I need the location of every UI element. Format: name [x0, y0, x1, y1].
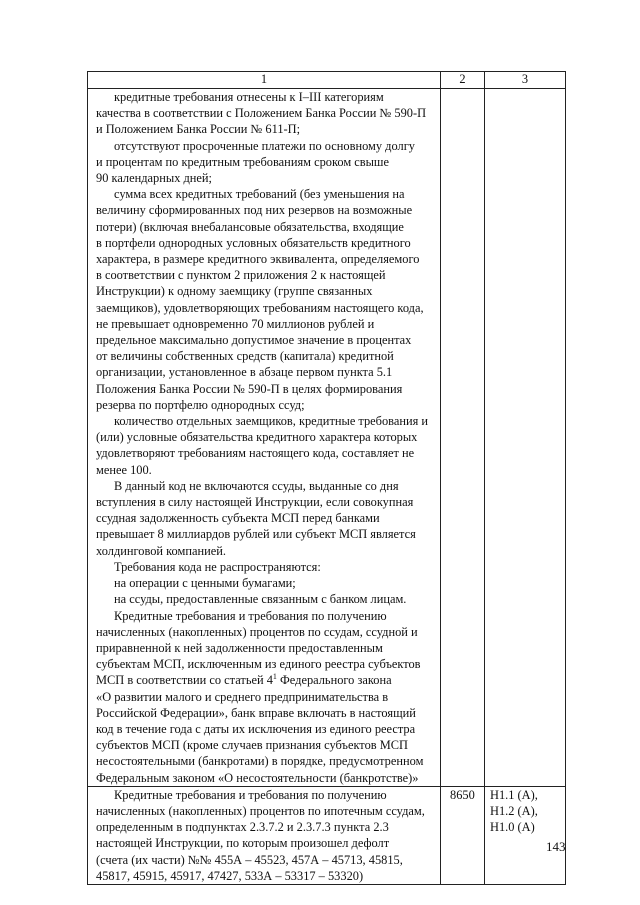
text-line [96, 868, 436, 884]
codes-table [87, 71, 566, 885]
text-line [96, 429, 436, 445]
text-line-content: В данный код не включаются ссуды, выданные со дня [114, 478, 399, 493]
text-line-content: ссудная задолженность субъекта МСП перед банками [96, 511, 380, 526]
text-line-content: Федерального закона [276, 673, 392, 688]
text-line [96, 526, 436, 542]
row2-category-cell [485, 786, 566, 884]
text-line [96, 835, 436, 851]
text-line-content: начисленных (накопленных) процентов по ипотечным ссудам, [96, 803, 425, 818]
text-line-content: 45817, 45915, 45917, 47427, 533А – 53317 – 53320) [96, 868, 364, 883]
text-line [96, 510, 436, 526]
text-line [96, 803, 436, 819]
text-line [96, 300, 436, 316]
text-line [96, 543, 436, 559]
text-line-content: предельное максимально допустимое значение в процентах [96, 333, 412, 348]
text-line [96, 494, 436, 510]
text-line [96, 316, 436, 332]
text-line-content: Положения Банка России № 590-П в целях формирования [96, 381, 403, 396]
row1-description-cell [88, 89, 441, 787]
text-line [96, 787, 436, 803]
header-col-2: 2 [441, 72, 485, 89]
text-line-content: Федеральным законом «О несостоятельности (банкротстве)» [96, 770, 419, 785]
text-line-content: субъектам МСП, исключенным из единого реестра субъектов [96, 657, 421, 672]
text-line [96, 154, 436, 170]
row2-category-list [490, 787, 565, 836]
text-line-content: резерва по портфелю однородных ссуд; [96, 397, 305, 412]
superscript: 1 [272, 672, 277, 682]
text-line [96, 170, 436, 186]
text-line [96, 721, 436, 737]
category-code: Н1.0 (А) [490, 820, 535, 835]
text-line-content: и процентам по кредитным требованиям сроком свыше [96, 154, 389, 169]
row1-category-cell [485, 89, 566, 787]
text-line [96, 267, 436, 283]
table-row [88, 786, 566, 884]
text-line [96, 608, 436, 624]
text-line [96, 753, 436, 769]
text-line [96, 235, 436, 251]
text-line-content: несостоятельными (банкротами) в порядке, предусмотренном [96, 754, 424, 769]
text-line-content: на ссуды, предоставленные связанным с банком лицам. [114, 592, 407, 607]
text-line-content: «О развитии малого и среднего предпринимательства в [96, 689, 389, 704]
text-line-content: холдинговой компанией. [96, 543, 226, 558]
text-line-content: превышает 8 миллиардов рублей или субъект МСП является [96, 527, 416, 542]
text-line-content: не превышает одновременно 70 миллионов рублей и [96, 316, 375, 331]
table-header-row [88, 72, 566, 89]
text-line-content: настоящей Инструкции, по которым произошел дефолт [96, 836, 390, 851]
text-line-content: качества в соответствии с Положением Банка России № 590-П [96, 106, 427, 121]
text-line-content: Кредитные требования и требования по получению [114, 787, 387, 802]
text-line [96, 462, 436, 478]
text-line [96, 138, 436, 154]
text-line [96, 689, 436, 705]
text-line-content: потери) (включая внебалансовые обязательства, входящие [96, 219, 404, 234]
text-line [96, 445, 436, 461]
text-line-content: Требования кода не распространяются: [114, 559, 321, 574]
text-line [96, 640, 436, 656]
row1-code-cell [441, 89, 485, 787]
text-line-content: величину сформированных под них резервов на возможные [96, 203, 413, 218]
text-line [96, 332, 436, 348]
text-line-content: организации, установленное в абзаце первом пункта 5.1 [96, 365, 393, 380]
text-line-content: характера, в размере кредитного эквивалента, определяемого [96, 252, 420, 267]
text-line-content: (счета (их части) №№ 455А – 45523, 457А – 45713, 45815, [96, 852, 403, 867]
row1-description [88, 89, 440, 786]
text-line [96, 819, 436, 835]
text-line-content: и Положением Банка России № 611-П; [96, 122, 301, 137]
text-line-content: сумма всех кредитных требований (без уменьшения на [114, 187, 405, 202]
text-line-content: на операции с ценными бумагами; [114, 576, 296, 591]
text-line [96, 478, 436, 494]
text-line-content: в соответствии с пунктом 2 приложения 2 к настоящей [96, 268, 386, 283]
text-line [96, 381, 436, 397]
text-line-content: 90 календарных дней; [96, 171, 212, 186]
text-line-content: кредитные требования отнесены к I–III категориям [114, 90, 384, 104]
text-line-content: начисленных (накопленных) процентов по ссудам, ссудной и [96, 624, 418, 639]
category-code: Н1.1 (А), [490, 787, 538, 802]
text-line [96, 624, 436, 640]
text-line [96, 348, 436, 364]
table-row [88, 89, 566, 787]
text-line [96, 89, 436, 105]
text-line-content: (или) условные обязательства кредитного характера которых [96, 430, 418, 445]
text-line-content: приравненной к ней задолженности предоставленным [96, 640, 383, 655]
text-line [96, 105, 436, 121]
text-line [96, 852, 436, 868]
text-line [96, 251, 436, 267]
text-line [96, 397, 436, 413]
text-line [96, 672, 436, 688]
text-line-content: Инструкции) к одному заемщику (группе связанных [96, 284, 373, 299]
header-col-3: 3 [485, 72, 566, 89]
text-line [96, 413, 436, 429]
text-line [96, 705, 436, 721]
text-line-content: менее 100. [96, 462, 152, 477]
text-line-content: от величины собственных средств (капитала) кредитной [96, 349, 394, 364]
text-line [96, 575, 436, 591]
text-line [96, 591, 436, 607]
text-line [96, 559, 436, 575]
row2-description [88, 787, 440, 884]
text-line-content: МСП в соответствии со статьей 4 [96, 673, 273, 688]
row2-code-cell: 8650 [441, 786, 485, 884]
category-code: Н1.2 (А), [490, 803, 538, 818]
text-line [96, 737, 436, 753]
text-line-content: количество отдельных заемщиков, кредитные требования и [114, 414, 429, 429]
text-line-content: в портфели однородных условных обязательств кредитного [96, 235, 411, 250]
text-line-content: Российской Федерации», банк вправе включать в настоящий [96, 705, 416, 720]
text-line [96, 121, 436, 137]
text-line [96, 219, 436, 235]
text-line-content: субъектов МСП (кроме случаев признания субъектов МСП [96, 738, 408, 753]
text-line [96, 656, 436, 672]
page-number: 143 [546, 839, 566, 854]
text-line-content: удовлетворяют требованиям настоящего кода, составляет не [96, 446, 415, 461]
text-line-content: заемщиков), удовлетворяющих требованиям настоящего кода, [96, 300, 424, 315]
text-line [96, 186, 436, 202]
text-line-content: вступления в силу настоящей Инструкции, если совокупная [96, 495, 414, 510]
text-line [96, 770, 436, 786]
header-col-1: 1 [88, 72, 441, 89]
row2-description-cell [88, 786, 441, 884]
text-line-content: отсутствуют просроченные платежи по основному долгу [114, 138, 415, 153]
text-line [96, 283, 436, 299]
text-line [96, 364, 436, 380]
text-line [96, 202, 436, 218]
text-line-content: определенным в подпунктах 2.3.7.2 и 2.3.7.3 пункта 2.3 [96, 820, 389, 835]
text-line-content: код в течение года с даты их исключения из единого реестра [96, 721, 416, 736]
text-line-content: Кредитные требования и требования по получению [114, 608, 387, 623]
